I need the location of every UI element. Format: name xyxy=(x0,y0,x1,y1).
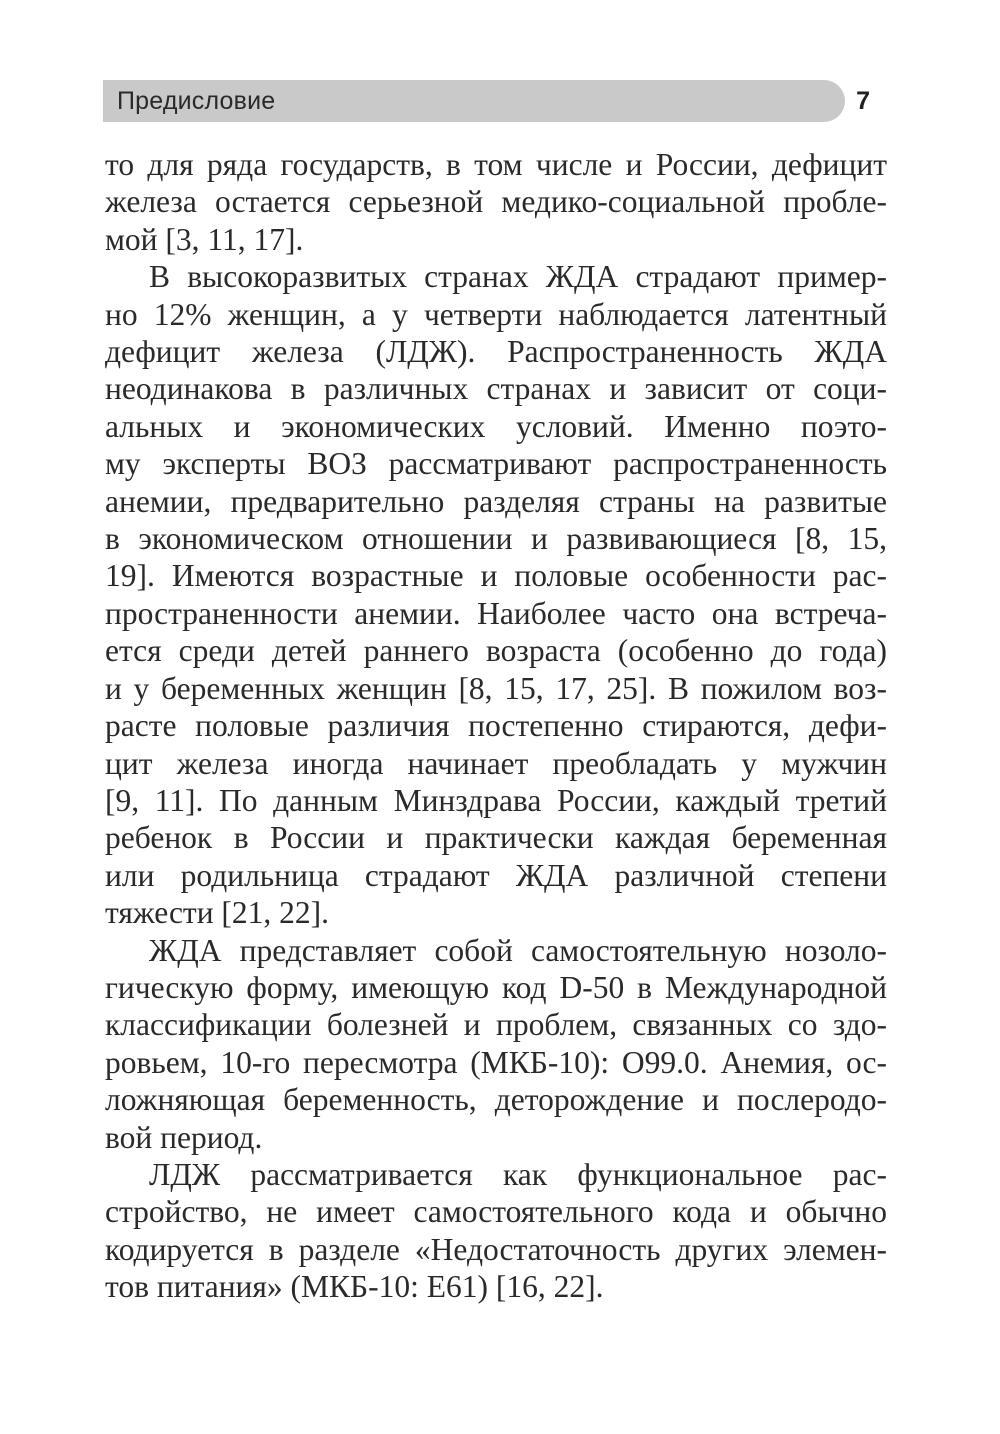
text-line: в экономическом отношении и развивающиеся [8, 15, xyxy=(105,521,887,557)
text-line: тов питания» (МКБ-10: E61) [16, 22]. xyxy=(105,1269,604,1305)
text-line: В высокоразвитых странах ЖДА страдают пример- xyxy=(149,259,887,295)
text-line: расте половые различия постепенно стираются, дефи- xyxy=(105,708,887,744)
text-line: неодинакова в различных странах и зависит от соци- xyxy=(105,371,887,407)
body-text xyxy=(105,146,887,1306)
text-line: железа остается серьезной медико-социальной пробле- xyxy=(105,184,887,220)
text-line: ЛДЖ рассматривается как функциональное рас- xyxy=(149,1156,887,1192)
text-line: дефицит железа (ЛДЖ). Распространенность ЖДА xyxy=(105,334,887,370)
running-header xyxy=(103,80,888,122)
text-line: анемии, предварительно разделяя страны на развитые xyxy=(105,483,887,519)
text-line: ЖДА представляет собой самостоятельную нозоло- xyxy=(149,932,887,968)
text-line: альных и экономических условий. Именно поэто- xyxy=(105,408,887,444)
text-line: кодируется в разделе «Недостаточность других элемен- xyxy=(105,1231,887,1267)
text-line: гическую форму, имеющую код D-50 в Международной xyxy=(105,969,887,1005)
page-number: 7 xyxy=(856,87,870,115)
text-line: 19]. Имеются возрастные и половые особенности рас- xyxy=(105,558,887,594)
text-line: мой [3, 11, 17]. xyxy=(105,221,304,257)
paragraph xyxy=(105,932,887,1156)
text-line: ложняющая беременность, деторождение и послеродо- xyxy=(105,1082,887,1118)
text-line: и у беременных женщин [8, 15, 17, 25]. В пожилом воз- xyxy=(105,670,887,706)
paragraph xyxy=(105,258,887,931)
text-line: или родильница страдают ЖДА различной степени xyxy=(105,857,887,893)
text-line: вой период. xyxy=(105,1119,263,1155)
text-line: пространенности анемии. Наиболее часто она встреча- xyxy=(105,595,887,631)
text-line: [9, 11]. По данным Минздрава России, каждый третий xyxy=(105,782,887,818)
text-line: стройство, не имеет самостоятельного кода и обычно xyxy=(105,1194,887,1230)
text-line: ребенок в России и практически каждая беременная xyxy=(105,820,887,856)
paragraph xyxy=(105,1156,887,1306)
text-line: му эксперты ВОЗ рассматривают распространенность xyxy=(105,446,887,482)
text-line: тяжести [21, 22]. xyxy=(105,895,330,931)
text-line: цит железа иногда начинает преобладать у мужчин xyxy=(105,745,887,781)
section-title: Предисловие xyxy=(117,87,276,115)
paragraph xyxy=(105,146,887,258)
text-line: классификации болезней и проблем, связанных со здо- xyxy=(105,1007,887,1043)
text-line: но 12% женщин, а у четверти наблюдается латентный xyxy=(105,296,887,332)
text-line: то для ряда государств, в том числе и России, дефицит xyxy=(105,147,887,182)
text-line: ровьем, 10-го пересмотра (МКБ-10): O99.0. Анемия, ос- xyxy=(105,1044,887,1080)
text-line: ется среди детей раннего возраста (особенно до года) xyxy=(105,633,887,669)
header-bar xyxy=(103,80,845,122)
